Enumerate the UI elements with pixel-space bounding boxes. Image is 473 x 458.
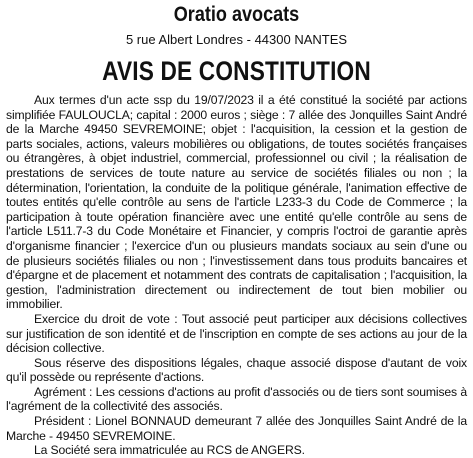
paragraph-approval: Agrément : Les cessions d'actions au profit d'associés ou de tiers sont soumises à l'agrément de la collectivité des associés. xyxy=(6,384,467,414)
paragraph-president: Président : Lionel BONNAUD demeurant 7 allée des Jonquilles Saint André de la Marche - 49450 SEVREMOINE. xyxy=(6,414,467,443)
firm-address: 5 rue Albert Londres - 44300 NANTES xyxy=(125,32,348,47)
paragraph-registration: La Société sera immatriculée au RCS de ANGERS. xyxy=(34,443,305,458)
notice-body xyxy=(6,93,467,458)
paragraph-votes-per-share: Sous réserve des dispositions légales, chaque associé dispose d'autant de voix qu'il possède ou représente d'actions. xyxy=(6,355,467,385)
firm-name: Oratio avocats xyxy=(173,3,300,26)
paragraph-constitution: Aux termes d'un acte ssp du 19/07/2023 il a été constitué la société par actions simplifiée FAULOUCLA; capital : 2000 euros ; siège : 7 allée des Jonquilles Saint André de la Marche 49450 SEVREMOINE; objet : l'acquisition, la cession et la gestion de parts sociales, actions, valeurs mobilières ou obligations, de toutes sociétés françaises ou étrangères, à objet industriel, commercial, professionnel ou civil ; la réalisation de prestations de services de toute nature au service de sociétés filiales ou non ; la détermination, l'orientation, la conduite de la politique générale, l'animation effective de toutes entités qu'elle contrôle au sens de l'article L233-3 du Code de Commerce ; la participation à toute opération financière avec une entité qu'elle contrôle au sens de l'article L511.7-3 du Code Monétaire et Financier, y compris l'octroi de garantie après d'organisme financier ; l'exercice d'un ou plusieurs mandats sociaux au sein d'une ou de plusieurs sociétés filiales ou non ; l'investissement dans tous produits bancaires et d'épargne et de placement et notamment des contrats de capitalisation ; l'acquisition, la gestion, l'administration directement ou indirectement de tout bien mobilier ou immobilier. xyxy=(6,93,467,312)
notice-title: AVIS DE CONSTITUTION xyxy=(102,56,371,86)
paragraph-voting-rights: Exercice du droit de vote : Tout associé peut participer aux décisions collectives sur justification de son identité et de l'inscription en compte de ses actions au jour de la décision collective. xyxy=(6,311,467,356)
